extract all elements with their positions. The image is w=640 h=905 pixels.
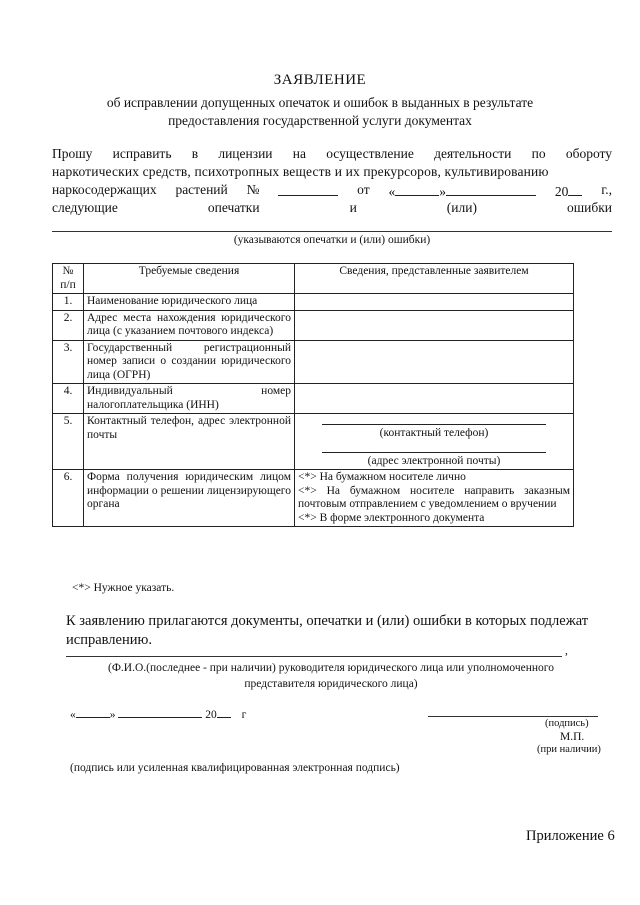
row-name: Адрес места нахождения юридического лица (с указанием почтового индекса) — [84, 310, 295, 340]
license-number-field[interactable] — [278, 182, 338, 196]
required-info-table — [52, 263, 574, 527]
signature-input-line[interactable] — [428, 716, 598, 717]
row-value-cell[interactable] — [295, 384, 574, 414]
table-row — [53, 340, 574, 384]
date-year-field[interactable] — [217, 706, 231, 718]
fio-caption — [66, 660, 596, 692]
table-row — [53, 384, 574, 414]
phone-input-line[interactable] — [322, 423, 546, 425]
row-name: Наименование юридического лица — [84, 294, 295, 311]
request-text: наркотических средств, психотропных веществ и их прекурсоров, культивированию — [52, 164, 549, 179]
date-month-field[interactable] — [118, 706, 202, 718]
appendix-label: Приложение 6 — [526, 828, 615, 844]
word: по — [531, 146, 546, 161]
license-month-field[interactable] — [446, 182, 536, 196]
request-line-1 — [52, 146, 612, 162]
table-row — [53, 470, 574, 527]
word: в — [191, 146, 199, 161]
word: опечатки — [207, 200, 260, 215]
row-name: Индивидуальный номер налогоплательщика (ИНН) — [84, 384, 295, 414]
header-provided: Сведения, представленные заявителем — [295, 264, 574, 294]
request-line-2 — [52, 164, 612, 180]
row-name: Форма получения юридическим лицом информации о решении лицензирующего органа — [84, 470, 295, 527]
fio-input-line[interactable] — [66, 656, 562, 657]
signature-caption: (подпись) — [545, 718, 589, 729]
fio-caption-line-1: (Ф.И.О.(последнее - при наличии) руководителя юридического лица или уполномоченного — [108, 662, 554, 674]
delivery-option-mail[interactable]: <*> На бумажном носителе направить заказным почтовым отправлением с уведомлением о вручении — [298, 484, 570, 510]
fio-caption-line-2: представителя юридического лица) — [244, 678, 418, 690]
row-name: Контактный телефон, адрес электронной почты — [84, 414, 295, 470]
word: растений — [175, 182, 228, 197]
quote-close: » — [439, 184, 446, 199]
word: ошибки — [566, 200, 612, 215]
date-year-suffix: г — [241, 709, 247, 721]
row-num: 2. — [53, 310, 84, 340]
header-num: № п/п — [53, 264, 84, 294]
esign-caption: (подпись или усиленная квалифицированная электронная подпись) — [70, 762, 400, 774]
word: от — [357, 182, 370, 197]
subtitle-line-2: предоставления государственной услуги документах — [168, 113, 472, 128]
header-required: Требуемые сведения — [84, 264, 295, 294]
date-quote-close: » — [109, 709, 116, 721]
table-header-row — [53, 264, 574, 294]
date-year-prefix: 20 — [205, 709, 217, 721]
subtitle-line-1: об исправлении допущенных опечаток и ошибок в выданных в результате — [106, 95, 534, 110]
word: на — [292, 146, 306, 161]
delivery-option-electronic[interactable]: <*> В форме электронного документа — [298, 511, 485, 524]
contact-cell — [295, 414, 574, 470]
request-line-4 — [52, 200, 612, 216]
word: осуществление — [326, 146, 414, 161]
table-row — [53, 414, 574, 470]
fio-comma: , — [565, 645, 568, 657]
year-prefix: 20 — [554, 184, 569, 199]
number-sign: № — [246, 182, 260, 197]
request-line-3 — [52, 182, 612, 200]
delivery-option-in-person[interactable]: <*> На бумажном носителе лично — [298, 471, 466, 483]
row-value-cell[interactable] — [295, 340, 574, 384]
row-num: 3. — [53, 340, 84, 384]
year-suffix: г., — [601, 182, 612, 197]
row-num: 6. — [53, 470, 84, 527]
table-row — [53, 294, 574, 311]
row-num: 4. — [53, 384, 84, 414]
row-name: Государственный регистрационный номер записи о создании юридического лица (ОГРН) — [84, 340, 295, 384]
word: обороту — [565, 146, 612, 161]
document-subtitle — [40, 94, 600, 130]
word: и — [349, 200, 357, 215]
attachments-text: К заявлению прилагаются документы, опечатки и (или) ошибки в которых подлежат исправлению. — [66, 613, 589, 648]
email-input-line[interactable] — [322, 451, 546, 453]
quote-open: « — [388, 184, 396, 199]
delivery-options-cell — [295, 470, 574, 527]
errors-caption: (указываются опечатки и (или) ошибки) — [233, 234, 431, 246]
stamp-note: (при наличии) — [537, 744, 601, 755]
phone-caption: (контактный телефон) — [379, 427, 489, 439]
row-num: 5. — [53, 414, 84, 470]
email-caption: (адрес электронной почты) — [367, 454, 501, 467]
document-title: ЗАЯВЛЕНИЕ — [273, 72, 367, 88]
word: лицензии — [218, 146, 273, 161]
row-num: 1. — [53, 294, 84, 311]
word: исправить — [112, 146, 172, 161]
license-day-field[interactable] — [395, 182, 439, 196]
date-day-field[interactable] — [76, 706, 110, 718]
table-row — [53, 310, 574, 340]
word: (или) — [446, 200, 477, 215]
license-year-field[interactable] — [568, 182, 582, 196]
stamp-mp: М.П. — [560, 731, 585, 743]
word: наркосодержащих — [52, 182, 157, 197]
date-quote-open: « — [70, 709, 76, 721]
word: следующие — [52, 200, 118, 215]
word: деятельности — [434, 146, 512, 161]
date-block — [70, 706, 246, 721]
errors-input-line[interactable] — [52, 231, 612, 232]
row-value-cell[interactable] — [295, 294, 574, 311]
row-value-cell[interactable] — [295, 310, 574, 340]
table-footnote: <*> Нужное указать. — [72, 582, 175, 594]
word: Прошу — [52, 146, 93, 161]
